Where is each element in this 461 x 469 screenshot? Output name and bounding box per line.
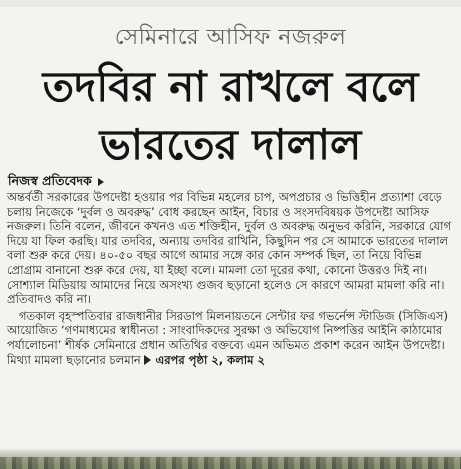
bottom-photo-edge — [0, 449, 461, 469]
byline-arrow-icon — [98, 178, 104, 186]
continuation-arrow-icon — [144, 355, 151, 365]
headline-line-1: তদবির না রাখলে বলে — [42, 62, 419, 111]
kicker: সেমিনারে আসিফ নজরুল — [114, 25, 347, 50]
paragraph-1: অন্তর্বর্তী সরকারের উপদেষ্টা হওয়ার পর বিভিন্ন মহলের চাপ, অপপ্রচার ও ভিত্তিহীন প্রত্যাশা বেড়ে চলায় নিজেকে ‘দুর্বল ও অবরুদ্ধ’ বোধ করছেন আইন, বিচার ও সংসদবিষয়ক উপদেষ্টা আসিফ নজরুল। তিনি বলেন, জীবনে কখনও এত শক্তিহীন, দুর্বল ও অবরুদ্ধ অনুভব করিনি, সরকারে যোগ দিয়ে যা ফিল করছি। যার তদবির, অন্যায় তদবির রাখিনি, কিছুদিন পর সে আমাকে ভারতের দালাল বলা শুরু করে দেয়। ৪০-৫০ বছর আগে আমার সঙ্গে কার কোন সম্পর্ক ছিল, তা নিয়ে বিভিন্ন প্রোগ্রাম বানানো শুরু করে দেয়, যা ইচ্ছা বলে। মামলা তো দূরের কথা, কোনো উত্তরও দিই না। সোশ্যাল মিডিয়ায় আমাদের নিয়ে অসংখ্য গুজব ছড়ানো হলেও সে কারণে আমরা মামলা করি না। প্রতিবাদও করি না। — [7, 190, 452, 307]
continuation-note — [144, 353, 265, 367]
byline-text: নিজস্ব প্রতিবেদক — [8, 173, 92, 188]
headline-line-2: ভারতের দালাল — [99, 120, 362, 169]
article-body — [7, 190, 457, 369]
continuation-text: এরপর পৃষ্ঠা ২, কলাম ২ — [155, 352, 265, 367]
paragraph-2 — [7, 309, 457, 367]
top-strip — [0, 0, 461, 7]
paragraph-2-text: গতকাল বৃহস্পতিবার রাজধানীর সিরডাপ মিলনায়তনে সেন্টার ফর গভর্নেন্স স্টাডিজ (সিজিএস) আয়োজিত ‘গণমাধ্যমের স্বাধীনতা : সাংবাদিকদের সুরক্ষা ও অভিযোগ নিষ্পত্তির আইনি কাঠামোর পর্যালোচনা’ শীর্ষক সেমিনারে প্রধান অতিথির বক্তব্যে এমন অভিমত প্রকাশ করেন আইন উপদেষ্টা। মিথ্যা মামলা ছড়ানোর চলমান — [7, 308, 448, 367]
bottom-photo-pattern — [0, 457, 461, 469]
